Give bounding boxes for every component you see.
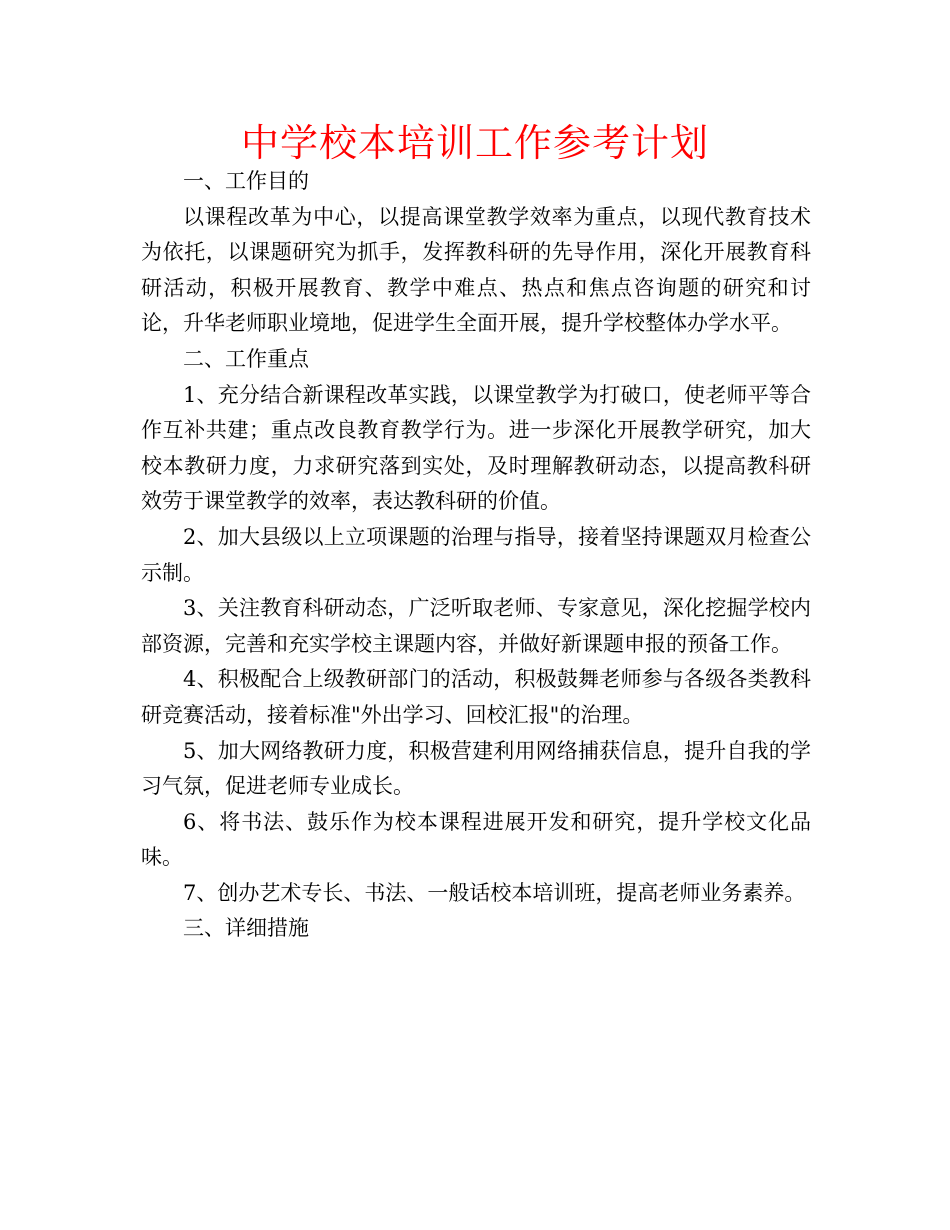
list-item-7: 7、创办艺术专长、书法、一般话校本培训班，提高老师业务素养。 — [183, 880, 806, 905]
section-heading-focus: 二、工作重点 — [183, 346, 309, 371]
list-item-6: 6、将书法、鼓乐作为校本课程进展开发和研究，提升学校文化品味。 — [141, 809, 811, 870]
document-body — [141, 164, 811, 947]
list-item-3: 3、关注教育科研动态，广泛听取老师、专家意见，深化挖掘学校内部资源，完善和充实学校主课题内容，并做好新课题申报的预备工作。 — [141, 596, 811, 656]
list-item-1: 1、充分结合新课程改革实践，以课堂教学为打破口，使老师平等合作互补共建；重点改良教育教学行为。进一步深化开展教学研究，加大校本教研力度，力求研究落到实处，及时理解教研动态，以提高教科研效劳于课堂教学的效率，表达教科研的价值。 — [141, 382, 811, 514]
section-heading-purpose: 一、工作目的 — [183, 169, 309, 193]
list-item-5: 5、加大网络教研力度，积极营建利用网络捕获信息，提升自我的学习气氛，促进老师专业成长。 — [141, 738, 811, 799]
section-heading-measures: 三、详细措施 — [183, 916, 309, 941]
document-title: 中学校本培训工作参考计划 — [240, 121, 709, 165]
paragraph-purpose: 以课程改革为中心，以提高课堂教学效率为重点，以现代教育技术为依托，以课题研究为抓手，发挥教科研的先导作用，深化开展教育科研活动，积极开展教育、教学中难点、热点和焦点咨询题的研究和讨论，升华老师职业境地，促进学生全面开展，提升学校整体办学水平。 — [141, 204, 811, 336]
list-item-4: 4、积极配合上级教研部门的活动，积极鼓舞老师参与各级各类教科研竞赛活动，接着标准"外出学习、回校汇报"的治理。 — [141, 667, 811, 727]
list-item-2: 2、加大县级以上立项课题的治理与指导，接着坚持课题双月检查公示制。 — [141, 524, 811, 585]
